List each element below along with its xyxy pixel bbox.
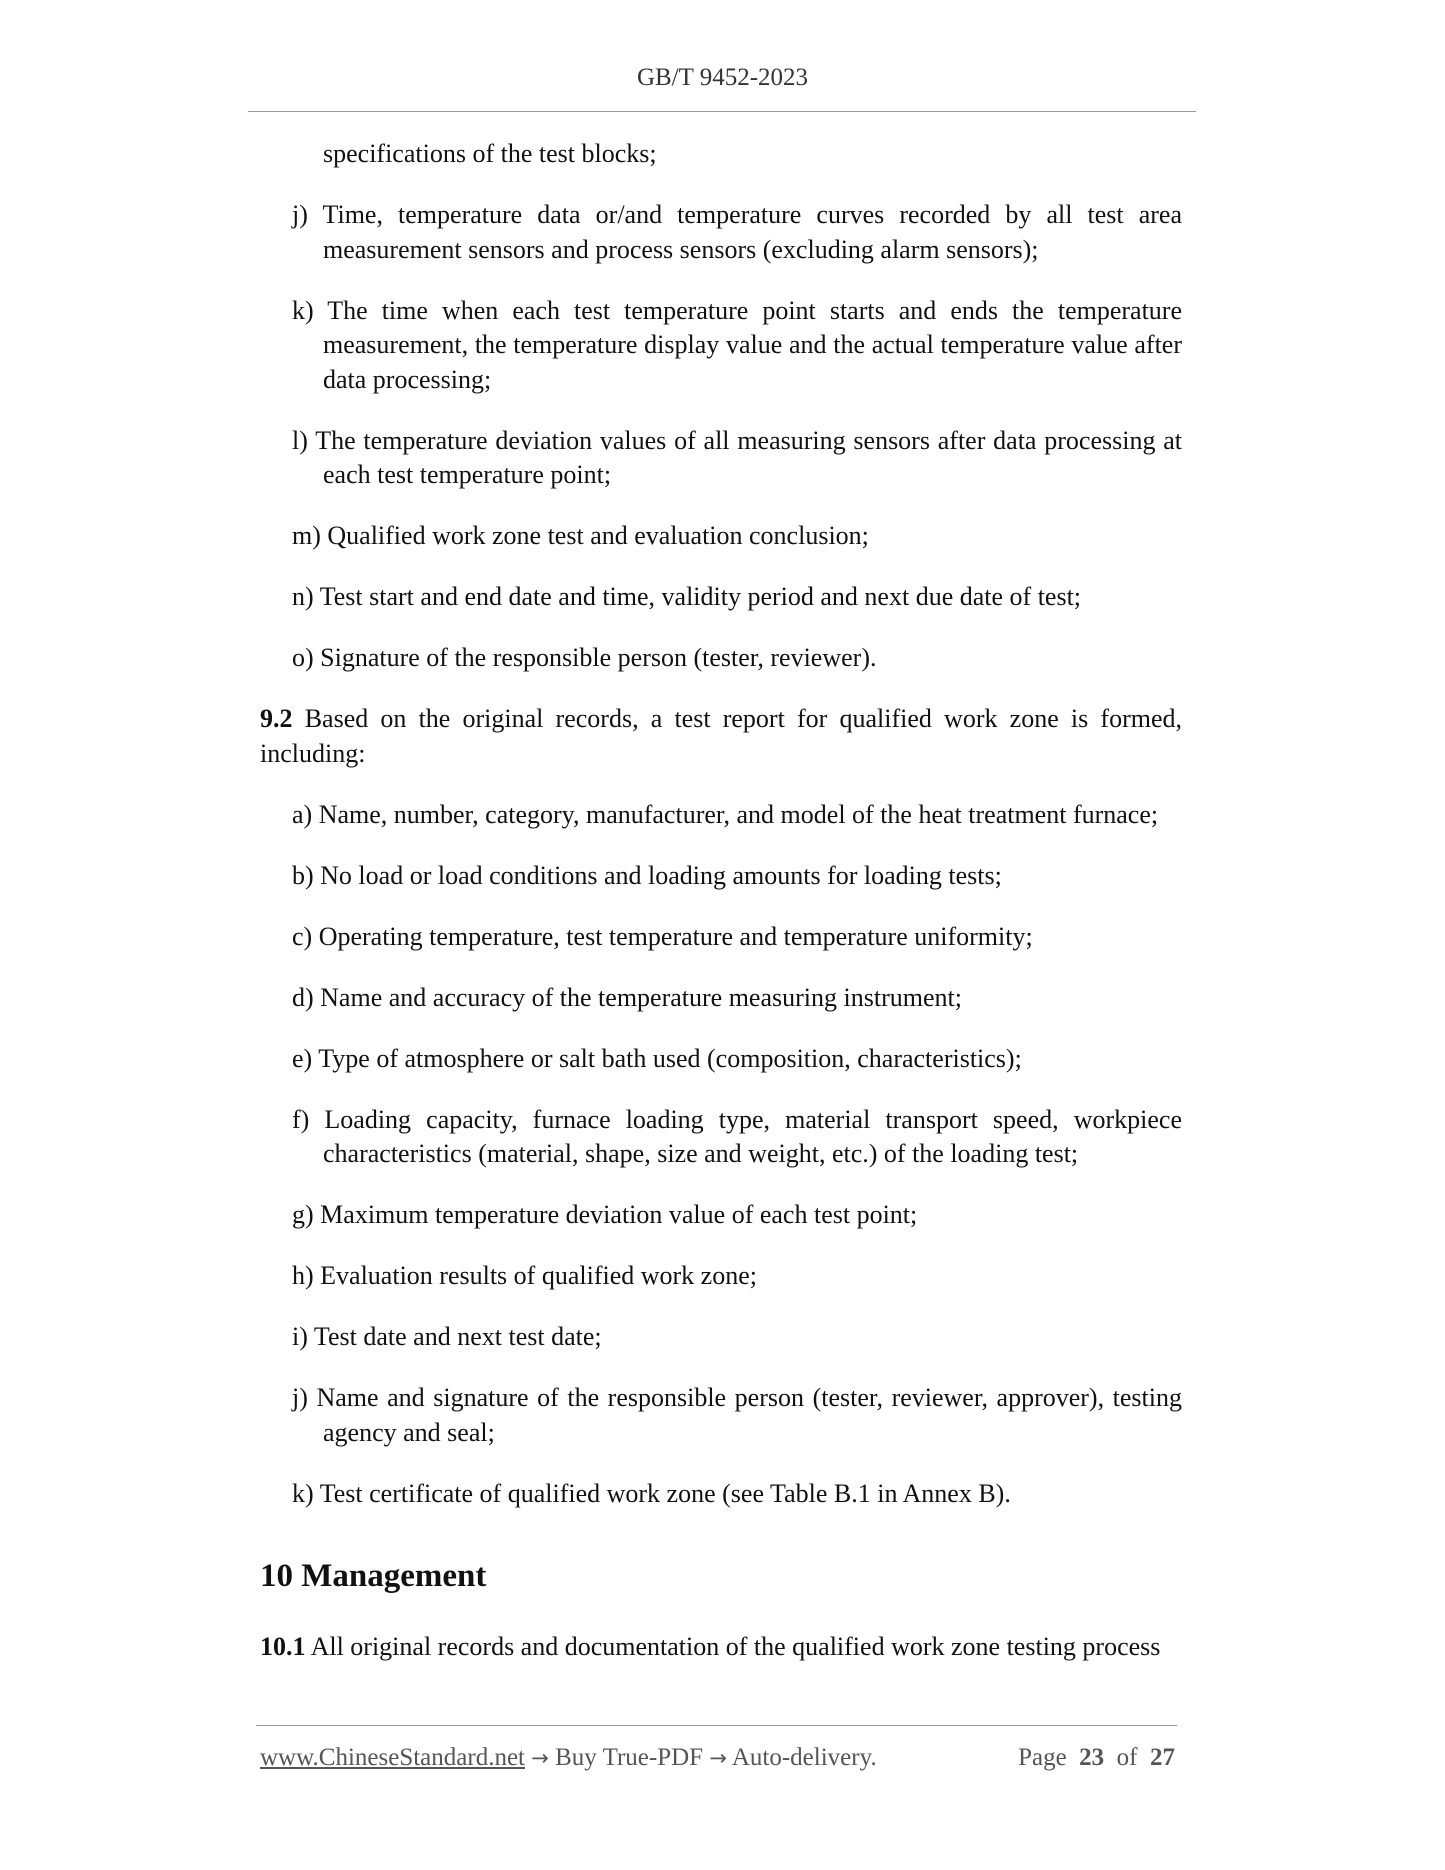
clause-9-2 — [260, 702, 1182, 771]
list-item: i) Test date and next test date; — [292, 1322, 602, 1351]
page-footer — [260, 1744, 1175, 1772]
footer-divider — [256, 1725, 1177, 1726]
list-item: k) Test certificate of qualified work zone (see Table B.1 in Annex B). — [292, 1478, 1011, 1508]
list-item: b) No load or load conditions and loading amounts for loading tests; — [292, 860, 1002, 890]
list-item: c) Operating temperature, test temperature and temperature uniformity; — [292, 921, 1033, 951]
clause-text: All original records and documentation of the qualified work zone testing process — [310, 1632, 1161, 1661]
list-item: g) Maximum temperature deviation value of each test point; — [292, 1200, 918, 1229]
page-counter — [1018, 1744, 1175, 1772]
page-body — [260, 137, 1182, 1691]
section-heading: 10 Management — [260, 1558, 487, 1594]
clause-number: 10.1 — [260, 1632, 306, 1661]
list-item-continuation: specifications of the test blocks; — [323, 139, 657, 168]
list-item: a) Name, number, category, manufacturer, and model of the heat treatment furnace; — [292, 799, 1159, 829]
list-item: h) Evaluation results of qualified work zone; — [292, 1261, 757, 1290]
list-item: m) Qualified work zone test and evaluation conclusion; — [292, 521, 869, 550]
page-label: Page — [1018, 1744, 1067, 1771]
original-records-list — [260, 198, 1182, 676]
arrow-right-icon: → — [531, 1746, 549, 1770]
running-header: GB/T 9452-2023 — [636, 64, 809, 91]
clause-number: 9.2 — [260, 704, 293, 733]
website-link[interactable]: www.ChineseStandard.net — [260, 1744, 525, 1771]
list-item: o) Signature of the responsible person (tester, reviewer). — [292, 643, 877, 672]
buy-pdf-text: Buy True-PDF — [555, 1744, 704, 1771]
of-label: of — [1116, 1744, 1138, 1771]
clause-10-1 — [260, 1630, 1182, 1665]
clause-text: Based on the original records, a test report for qualified work zone is formed, including: — [260, 704, 1183, 768]
list-item: d) Name and accuracy of the temperature measuring instrument; — [292, 982, 962, 1012]
list-item: n) Test start and end date and time, validity period and next due date of test; — [292, 582, 1082, 611]
list-item: k) The time when each test temperature point starts and ends the temperature measurement, the temperature display value and the actual temperature value after data processing; — [292, 295, 1182, 394]
list-item: l) The temperature deviation values of all measuring sensors after data processing at each test temperature point; — [292, 425, 1182, 489]
page-number: 23 — [1079, 1744, 1105, 1771]
list-item: f) Loading capacity, furnace loading type, material transport speed, workpiece characteristics (material, shape, size and weight, etc.) of the loading test; — [292, 1104, 1182, 1168]
auto-delivery-text: Auto-delivery. — [731, 1744, 877, 1771]
header-divider — [248, 111, 1196, 112]
list-item: j) Name and signature of the responsible person (tester, reviewer, approver), testing agency and seal; — [292, 1383, 1182, 1447]
total-pages: 27 — [1150, 1744, 1175, 1771]
test-report-list — [260, 798, 1182, 1512]
arrow-right-icon: → — [709, 1746, 727, 1770]
list-item: j) Time, temperature data or/and temperature curves recorded by all test area measurement sensors and process sensors (excluding alarm sensors); — [292, 200, 1182, 264]
list-item: e) Type of atmosphere or salt bath used (composition, characteristics); — [292, 1043, 1022, 1073]
